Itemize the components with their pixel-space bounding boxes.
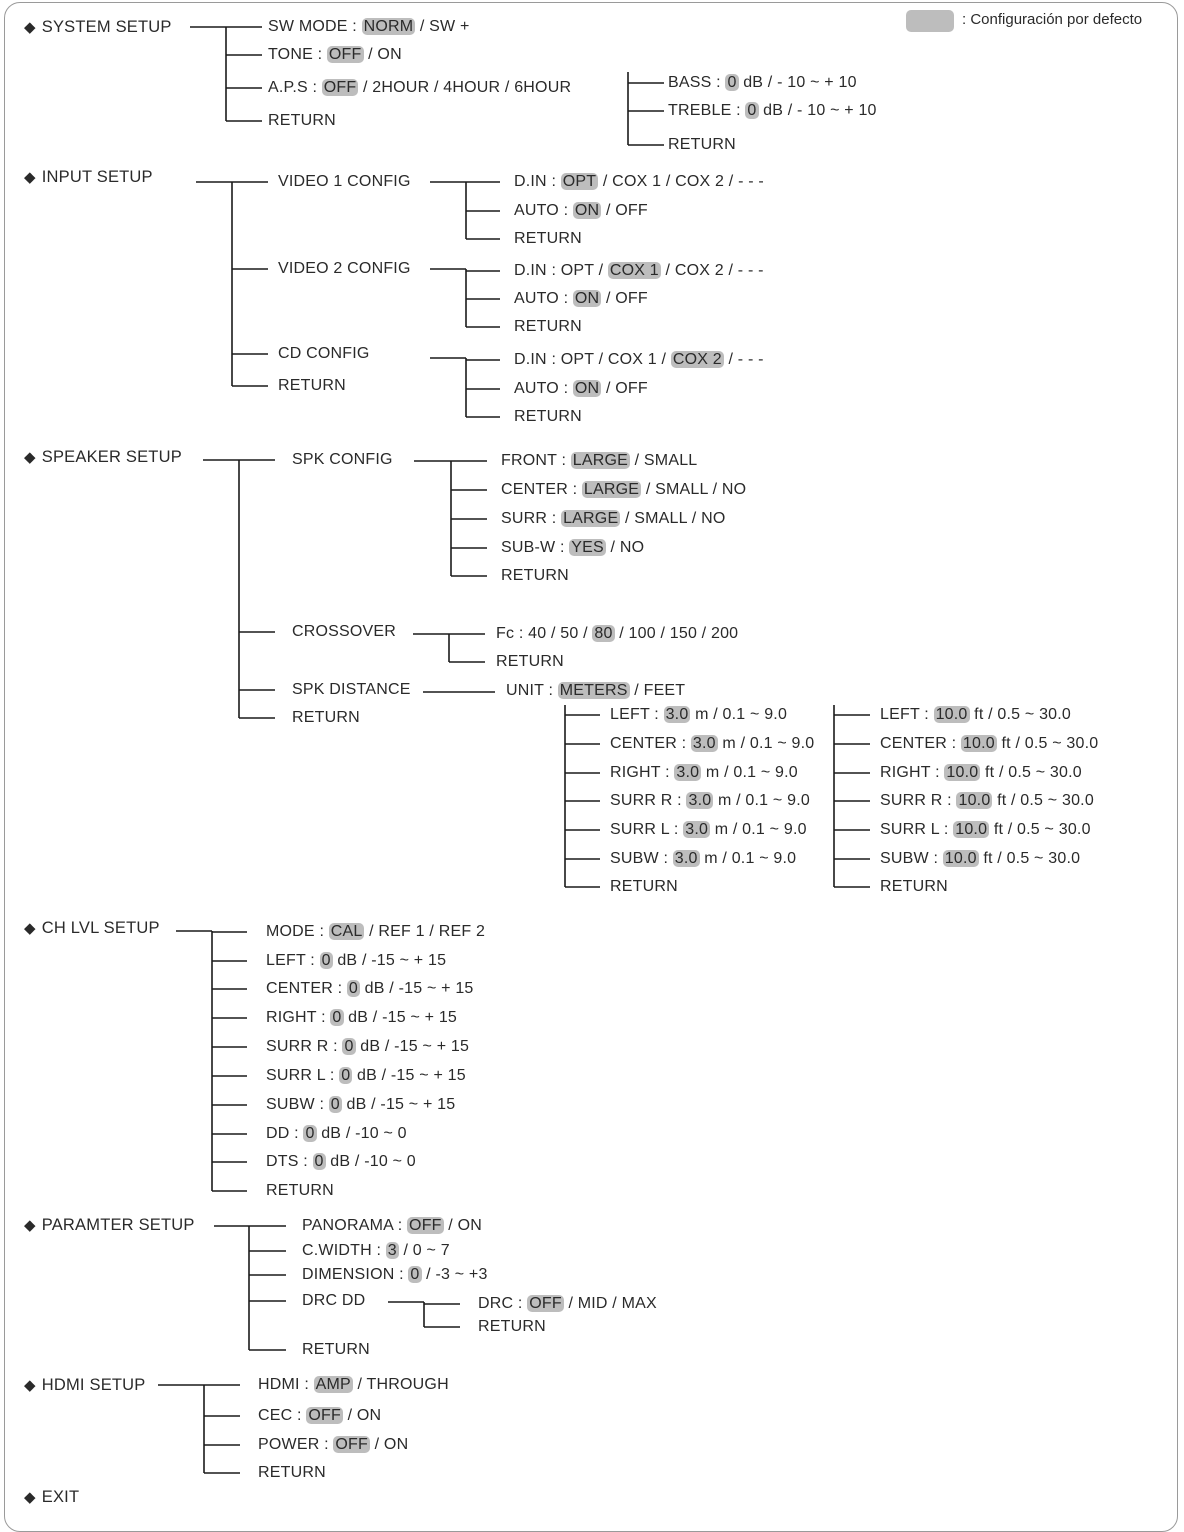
option-text: DTS :	[266, 1153, 313, 1170]
default-value-highlight: OFF	[308, 1407, 341, 1424]
chlvl-item	[266, 1182, 334, 1200]
option-text: RETURN	[501, 567, 569, 584]
section-title-speaker	[24, 448, 182, 467]
option-text: RETURN	[266, 1182, 334, 1199]
section-title-text: SPEAKER SETUP	[41, 448, 182, 466]
option-text: dB / -15 ~ + 15	[360, 980, 474, 997]
default-value-highlight: 0	[330, 1096, 340, 1113]
option-text: FRONT :	[501, 452, 571, 469]
distance-meters-item	[610, 792, 810, 810]
section-title-chlvl	[24, 919, 160, 938]
option-text: / ON	[342, 1407, 382, 1424]
option-text: / 2HOUR / 4HOUR / 6HOUR	[358, 79, 572, 96]
option-text: / 100 / 150 / 200	[614, 625, 739, 642]
option-text: SURR L :	[880, 821, 954, 838]
option-text: dB / -10 ~ 0	[325, 1153, 416, 1170]
option-text: / 0 ~ 7	[398, 1242, 450, 1259]
option-text: / REF 1 / REF 2	[364, 923, 486, 940]
default-value-highlight: LARGE	[572, 452, 628, 469]
diamond-bullet-icon: ◆	[24, 169, 36, 186]
option-text: LEFT :	[610, 706, 664, 723]
chlvl-item	[266, 1153, 416, 1171]
option-text: dB / -15 ~ + 15	[343, 1009, 458, 1026]
section-title-input	[24, 168, 153, 187]
default-value-highlight: 3.0	[692, 735, 716, 752]
option-text: SUBW :	[610, 850, 673, 867]
option-text: SUB-W :	[501, 539, 570, 556]
option-text: m / 0.1 ~ 9.0	[713, 792, 810, 809]
section-title-text: INPUT SETUP	[41, 168, 153, 186]
section-title-system	[24, 18, 172, 37]
chlvl-item	[266, 923, 485, 941]
chlvl-item	[266, 1067, 466, 1085]
system-item	[268, 18, 470, 36]
option-text: RETURN	[514, 318, 582, 335]
option-text: m / 0.1 ~ 9.0	[710, 821, 807, 838]
option-text: ft / 0.5 ~ 30.0	[969, 706, 1072, 723]
default-value-highlight: COX 2	[672, 351, 722, 368]
default-value-highlight: 0	[348, 980, 359, 997]
system-item	[268, 46, 402, 64]
speaker-item	[292, 451, 393, 469]
default-value-highlight: 0	[727, 74, 737, 91]
option-text: AUTO :	[514, 290, 573, 307]
option-text: / MID / MAX	[563, 1295, 657, 1312]
default-value-highlight: 0	[747, 102, 757, 119]
default-value-highlight: 3.0	[685, 821, 709, 838]
section-title-hdmi	[24, 1376, 146, 1395]
distance-meters-item	[610, 821, 807, 839]
default-value-highlight: LARGE	[583, 481, 640, 498]
default-value-highlight: 0	[332, 1009, 342, 1026]
chlvl-item	[266, 1125, 407, 1143]
default-value-highlight: 0	[314, 1153, 324, 1170]
hdmi-item	[258, 1376, 449, 1394]
option-text: RIGHT :	[610, 764, 675, 781]
option-text: / ON	[363, 46, 402, 63]
option-text: dB / -15 ~ + 15	[352, 1067, 466, 1084]
drc-item	[478, 1318, 546, 1336]
chlvl-item	[266, 1009, 457, 1027]
option-text: dB / - 10 ~ + 10	[738, 74, 857, 91]
default-value-highlight: COX 1	[609, 262, 659, 279]
spk-config-item	[501, 452, 697, 470]
default-value-highlight: METERS	[559, 682, 628, 699]
option-text: Fc : 40 / 50 /	[496, 625, 593, 642]
default-value-highlight: 3.0	[665, 706, 689, 723]
option-text: / OFF	[601, 202, 648, 219]
option-text: / SMALL / NO	[620, 510, 726, 527]
section-title-text: EXIT	[41, 1488, 80, 1506]
diamond-bullet-icon: ◆	[24, 1217, 36, 1234]
input-item	[278, 345, 370, 363]
default-value-highlight: 3	[387, 1242, 397, 1259]
tone-sub-item	[668, 136, 736, 154]
option-text: SPK DISTANCE	[292, 681, 411, 698]
default-value-highlight: 0	[305, 1125, 315, 1142]
option-text: POWER :	[258, 1436, 334, 1453]
config-sub-item	[514, 351, 764, 369]
option-text: / OFF	[601, 290, 648, 307]
option-text: CENTER :	[880, 735, 961, 752]
default-value-highlight: 3.0	[688, 792, 712, 809]
option-text: CENTER :	[501, 481, 582, 498]
option-text: RETURN	[514, 230, 582, 247]
option-text: ft / 0.5 ~ 30.0	[992, 792, 1094, 809]
option-text: D.IN :	[514, 173, 561, 190]
config-sub-item	[514, 173, 764, 191]
option-text: RETURN	[496, 653, 564, 670]
default-value-highlight: 0	[341, 1067, 351, 1084]
section-title-text: HDMI SETUP	[41, 1376, 146, 1394]
default-value-highlight: YES	[571, 539, 604, 556]
default-value-highlight: 10.0	[935, 706, 968, 723]
spk-config-item	[501, 567, 569, 585]
option-text: LEFT :	[266, 952, 320, 969]
chlvl-item	[266, 980, 474, 998]
diamond-bullet-icon: ◆	[24, 449, 36, 466]
option-text: RETURN	[258, 1464, 326, 1481]
config-sub-item	[514, 262, 764, 280]
drc-item	[478, 1295, 657, 1313]
option-text: / ON	[443, 1217, 482, 1234]
option-text: SUBW :	[266, 1096, 329, 1113]
section-title-text: PARAMTER SETUP	[41, 1216, 195, 1234]
section-title-text: CH LVL SETUP	[41, 919, 160, 937]
option-text: ft / 0.5 ~ 30.0	[996, 735, 1099, 752]
option-text: CD CONFIG	[278, 345, 370, 362]
config-sub-item	[514, 318, 582, 336]
unit-item	[506, 682, 685, 700]
distance-meters-item	[610, 706, 787, 724]
option-text: SURR L :	[610, 821, 684, 838]
option-text: RETURN	[268, 112, 336, 129]
option-text: MODE :	[266, 923, 329, 940]
config-sub-item	[514, 408, 582, 426]
default-value-highlight: OFF	[529, 1295, 562, 1312]
option-text: C.WIDTH :	[302, 1242, 386, 1259]
default-value-highlight: ON	[574, 202, 600, 219]
speaker-item	[292, 681, 411, 699]
distance-feet-item	[880, 878, 948, 896]
option-text: VIDEO 1 CONFIG	[278, 173, 411, 190]
config-sub-item	[514, 290, 648, 308]
distance-meters-item	[610, 735, 814, 753]
option-text: / THROUGH	[352, 1376, 449, 1393]
option-text: CEC :	[258, 1407, 307, 1424]
option-text: TONE :	[268, 46, 327, 63]
option-text: BASS :	[668, 74, 726, 91]
option-text: / SMALL / NO	[641, 481, 747, 498]
option-text: SURR R :	[266, 1038, 343, 1055]
option-text: SURR :	[501, 510, 562, 527]
distance-meters-item	[610, 764, 798, 782]
default-value-highlight: ON	[574, 380, 600, 397]
option-text: D.IN : OPT / COX 1 /	[514, 351, 671, 368]
option-text: dB / -15 ~ + 15	[355, 1038, 470, 1055]
option-text: AUTO :	[514, 380, 573, 397]
config-sub-item	[514, 202, 648, 220]
option-text: RETURN	[514, 408, 582, 425]
default-value-highlight: OFF	[323, 79, 357, 96]
option-text: RIGHT :	[880, 764, 945, 781]
option-text: SUBW :	[880, 850, 943, 867]
option-text: VIDEO 2 CONFIG	[278, 260, 411, 277]
hdmi-item	[258, 1407, 381, 1425]
option-text: DD :	[266, 1125, 304, 1142]
distance-feet-item	[880, 792, 1094, 810]
option-text: m / 0.1 ~ 9.0	[701, 764, 798, 781]
default-value-highlight: 3.0	[674, 850, 698, 867]
option-text: RETURN	[278, 377, 346, 394]
param-item	[302, 1266, 488, 1284]
section-title-param	[24, 1216, 195, 1235]
default-value-highlight: 0	[410, 1266, 420, 1283]
option-text: / COX 1 / COX 2 / - - -	[598, 173, 764, 190]
option-text: m / 0.1 ~ 9.0	[717, 735, 815, 752]
option-text: / ON	[369, 1436, 409, 1453]
hdmi-item	[258, 1436, 408, 1454]
option-text: SURR L :	[266, 1067, 340, 1084]
distance-feet-item	[880, 764, 1082, 782]
option-text: LEFT :	[880, 706, 934, 723]
option-text: SURR R :	[880, 792, 957, 809]
option-text: / NO	[605, 539, 645, 556]
option-text: SW MODE :	[268, 18, 362, 35]
option-text: SURR R :	[610, 792, 687, 809]
option-text: AUTO :	[514, 202, 573, 219]
default-value-highlight: 10.0	[946, 764, 979, 781]
param-item	[302, 1217, 482, 1235]
option-text: m / 0.1 ~ 9.0	[690, 706, 788, 723]
tone-sub-item	[668, 102, 877, 120]
option-text: ft / 0.5 ~ 30.0	[980, 764, 1082, 781]
speaker-item	[292, 623, 396, 641]
option-text: / SW +	[415, 18, 470, 35]
option-text: / FEET	[629, 682, 686, 699]
distance-feet-item	[880, 735, 1098, 753]
param-item	[302, 1292, 365, 1310]
option-text: RETURN	[880, 878, 948, 895]
option-text: HDMI :	[258, 1376, 314, 1393]
option-text: RETURN	[668, 136, 736, 153]
distance-meters-item	[610, 850, 796, 868]
option-text: CROSSOVER	[292, 623, 397, 640]
hdmi-item	[258, 1464, 326, 1482]
default-value-highlight: LARGE	[563, 510, 619, 527]
distance-feet-item	[880, 850, 1080, 868]
diamond-bullet-icon: ◆	[24, 920, 36, 937]
diamond-bullet-icon: ◆	[24, 1377, 36, 1394]
option-text: SPK CONFIG	[292, 451, 393, 468]
crossover-item	[496, 625, 738, 643]
section-title-exit	[24, 1488, 79, 1507]
spk-config-item	[501, 539, 644, 557]
config-sub-item	[514, 380, 648, 398]
diamond-bullet-icon: ◆	[24, 1489, 36, 1506]
chlvl-item	[266, 1096, 455, 1114]
option-text: PANORAMA :	[302, 1217, 408, 1234]
distance-meters-item	[610, 878, 678, 896]
diamond-bullet-icon: ◆	[24, 19, 36, 36]
chlvl-item	[266, 1038, 469, 1056]
config-sub-item	[514, 230, 582, 248]
option-text: RETURN	[302, 1341, 370, 1358]
default-value-highlight: OFF	[335, 1436, 368, 1453]
option-text: dB / -10 ~ 0	[316, 1125, 407, 1142]
distance-feet-item	[880, 706, 1071, 724]
option-text: / COX 2 / - - -	[660, 262, 764, 279]
default-value-highlight: NORM	[363, 18, 414, 35]
option-text: RIGHT :	[266, 1009, 331, 1026]
input-item	[278, 173, 411, 191]
option-text: dB / -15 ~ + 15	[341, 1096, 456, 1113]
default-value-highlight: ON	[574, 290, 600, 307]
distance-feet-item	[880, 821, 1091, 839]
option-text: / SMALL	[630, 452, 698, 469]
option-text: DRC :	[478, 1295, 528, 1312]
option-text: TREBLE :	[668, 102, 746, 119]
default-value-highlight: OFF	[328, 46, 362, 63]
default-value-highlight: 0	[344, 1038, 354, 1055]
system-item	[268, 112, 336, 130]
default-value-highlight: 0	[321, 952, 331, 969]
speaker-item	[292, 709, 360, 727]
default-value-highlight: OFF	[409, 1217, 442, 1234]
default-value-highlight: 3.0	[676, 764, 700, 781]
crossover-item	[496, 653, 564, 671]
legend-label: : Configuración por defecto	[962, 11, 1143, 28]
default-value-highlight: 10.0	[958, 792, 991, 809]
option-text: ft / 0.5 ~ 30.0	[978, 850, 1081, 867]
option-text: dB / - 10 ~ + 10	[758, 102, 877, 119]
param-item	[302, 1341, 370, 1359]
default-value-highlight: 10.0	[944, 850, 977, 867]
spk-config-item	[501, 481, 746, 499]
default-value-highlight: 10.0	[962, 735, 995, 752]
option-text: / - - -	[723, 351, 764, 368]
option-text: m / 0.1 ~ 9.0	[699, 850, 797, 867]
param-item	[302, 1242, 450, 1260]
option-text: / -3 ~ +3	[421, 1266, 488, 1283]
chlvl-item	[266, 952, 446, 970]
option-text: A.P.S :	[268, 79, 322, 96]
default-value-highlight: 80	[594, 625, 613, 642]
option-text: / OFF	[601, 380, 648, 397]
option-text: RETURN	[478, 1318, 546, 1335]
option-text: RETURN	[610, 878, 678, 895]
spk-config-item	[501, 510, 725, 528]
default-value-highlight: 10.0	[955, 821, 988, 838]
option-text: DIMENSION :	[302, 1266, 409, 1283]
default-value-highlight: OPT	[562, 173, 597, 190]
default-value-highlight: AMP	[315, 1376, 351, 1393]
system-item	[268, 79, 571, 97]
option-text: UNIT :	[506, 682, 558, 699]
option-text: ft / 0.5 ~ 30.0	[989, 821, 1091, 838]
input-item	[278, 260, 411, 278]
input-item	[278, 377, 346, 395]
option-text: DRC DD	[302, 1292, 366, 1309]
option-text: D.IN : OPT /	[514, 262, 608, 279]
option-text: CENTER :	[610, 735, 691, 752]
section-title-text: SYSTEM SETUP	[41, 18, 172, 36]
tone-sub-item	[668, 74, 857, 92]
option-text: CENTER :	[266, 980, 347, 997]
default-value-highlight: CAL	[330, 923, 363, 940]
option-text: dB / -15 ~ + 15	[332, 952, 447, 969]
option-text: RETURN	[292, 709, 360, 726]
